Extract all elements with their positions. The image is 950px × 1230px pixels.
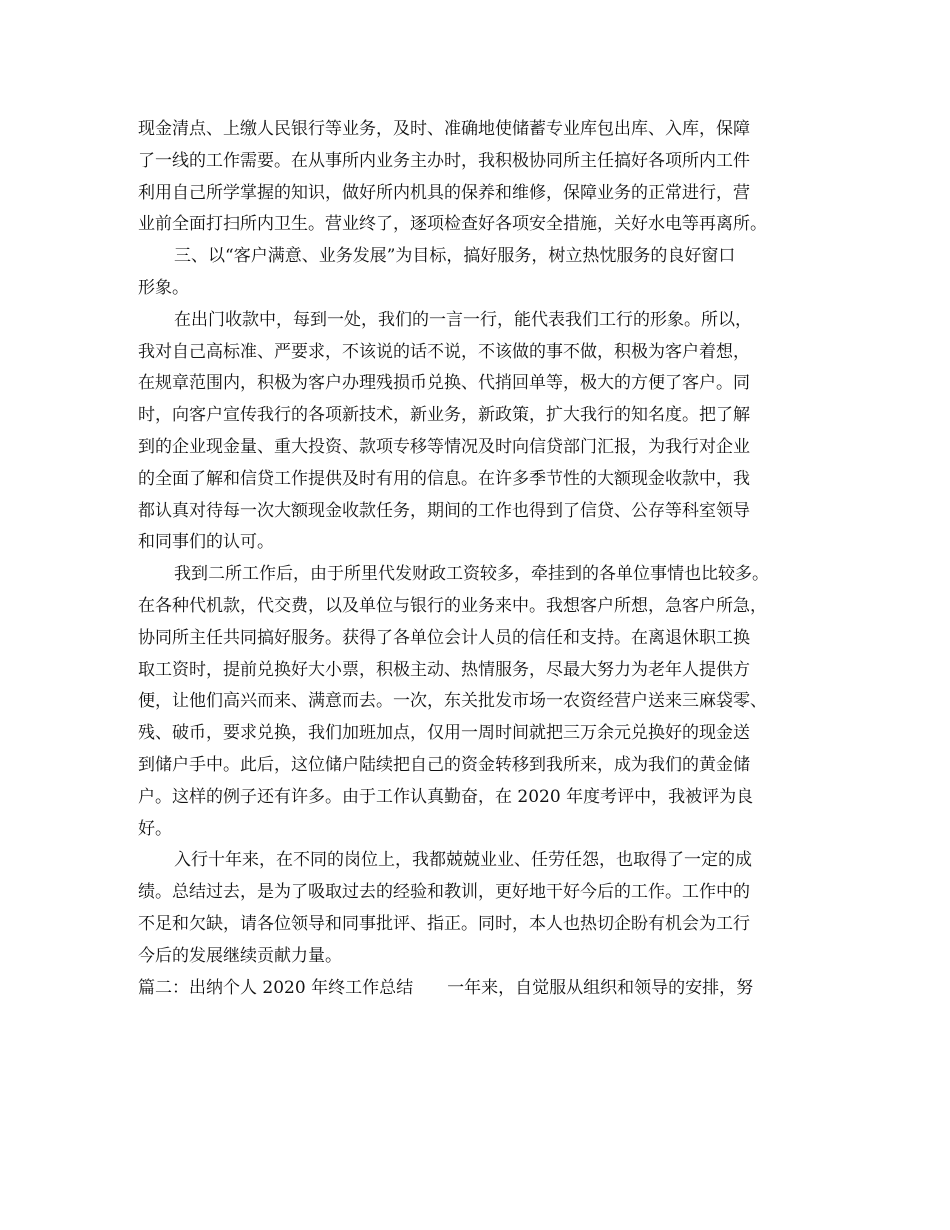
text-line: 利用自己所学掌握的知识，做好所内机具的保养和维修，保障业务的正常进行，营 — [138, 182, 750, 203]
text-line: 业前全面打扫所内卫生。营业终了，逐项检查好各项安全措施，关好水电等再离所。 — [138, 214, 767, 235]
text-line: 好。 — [138, 818, 172, 839]
document-body — [138, 114, 828, 1004]
text-line: 都认真对待每一次大额现金收款任务，期间的工作也得到了信贷、公存等科室领导 — [138, 500, 750, 521]
text-line: 入行十年来，在不同的岗位上，我都兢兢业业、任劳任怨，也取得了一定的成 — [174, 850, 752, 871]
text-line: 时，向客户宣传我行的各项新技术，新业务，新政策，扩大我行的知名度。把了解 — [138, 405, 750, 426]
section-heading-line: 篇二：出纳个人 2020 年终工作总结 一年来，自觉服从组织和领导的安排，努 — [138, 977, 754, 998]
text-line: 不足和欠缺，请各位领导和同事批评、指正。同时，本人也热切企盼有机会为工行 — [138, 913, 750, 934]
text-line: 我到二所工作后，由于所里代发财政工资较多，牵挂到的各单位事情也比较多。 — [174, 564, 769, 585]
text-line: 现金清点、上缴人民银行等业务，及时、准确地使储蓄专业库包出库、入库，保障 — [138, 119, 750, 139]
text-line: 残、破币，要求兑换，我们加班加点，仅用一周时间就把三万余元兑换好的现金送 — [138, 723, 750, 744]
text-line: 取工资时，提前兑换好大小票，积极主动、热情服务，尽最大努力为老年人提供方 — [138, 659, 750, 680]
text-line: 到的企业现金量、重大投资、款项专移等情况及时向信贷部门汇报，为我行对企业 — [138, 436, 750, 457]
text-line: 协同所主任共同搞好服务。获得了各单位会计人员的信任和支持。在离退休职工换 — [138, 627, 750, 648]
text-line: 在各种代机款，代交费，以及单位与银行的业务来中。我想客户所想，急客户所急， — [138, 595, 767, 616]
text-line: 形象。 — [138, 277, 189, 298]
text-line: 今后的发展继续贡献力量。 — [138, 945, 342, 966]
text-line: 到储户手中。此后，这位储户陆续把自己的资金转移到我所来，成为我们的黄金储 — [138, 754, 750, 775]
text-line: 在出门收款中，每到一处，我们的一言一行，能代表我们工行的形象。所以， — [174, 309, 752, 330]
text-line: 了一线的工作需要。在从事所内业务主办时，我积极协同所主任搞好各项所内工件 — [138, 150, 750, 171]
text-line: 三、以“客户满意、业务发展”为目标，搞好服务，树立热忱服务的良好窗口 — [174, 246, 736, 267]
text-line: 绩。总结过去，是为了吸取过去的经验和教训，更好地干好今后的工作。工作中的 — [138, 882, 750, 903]
text-line: 我对自己高标准、严要求，不该说的话不说，不该做的事不做，积极为客户着想， — [138, 341, 750, 362]
text-line: 的全面了解和信贷工作提供及时有用的信息。在许多季节性的大额现金收款中，我 — [138, 468, 750, 489]
text-line: 在规章范围内，积极为客户办理残损币兑换、代捎回单等，极大的方便了客户。同 — [138, 373, 750, 394]
text-line: 户。这样的例子还有许多。由于工作认真勤奋，在 2020 年度考评中，我被评为良 — [138, 786, 754, 807]
text-line: 和同事们的认可。 — [138, 532, 274, 553]
text-line: 便，让他们高兴而来、满意而去。一次，东关批发市场一农资经营户送来三麻袋零、 — [138, 691, 767, 712]
